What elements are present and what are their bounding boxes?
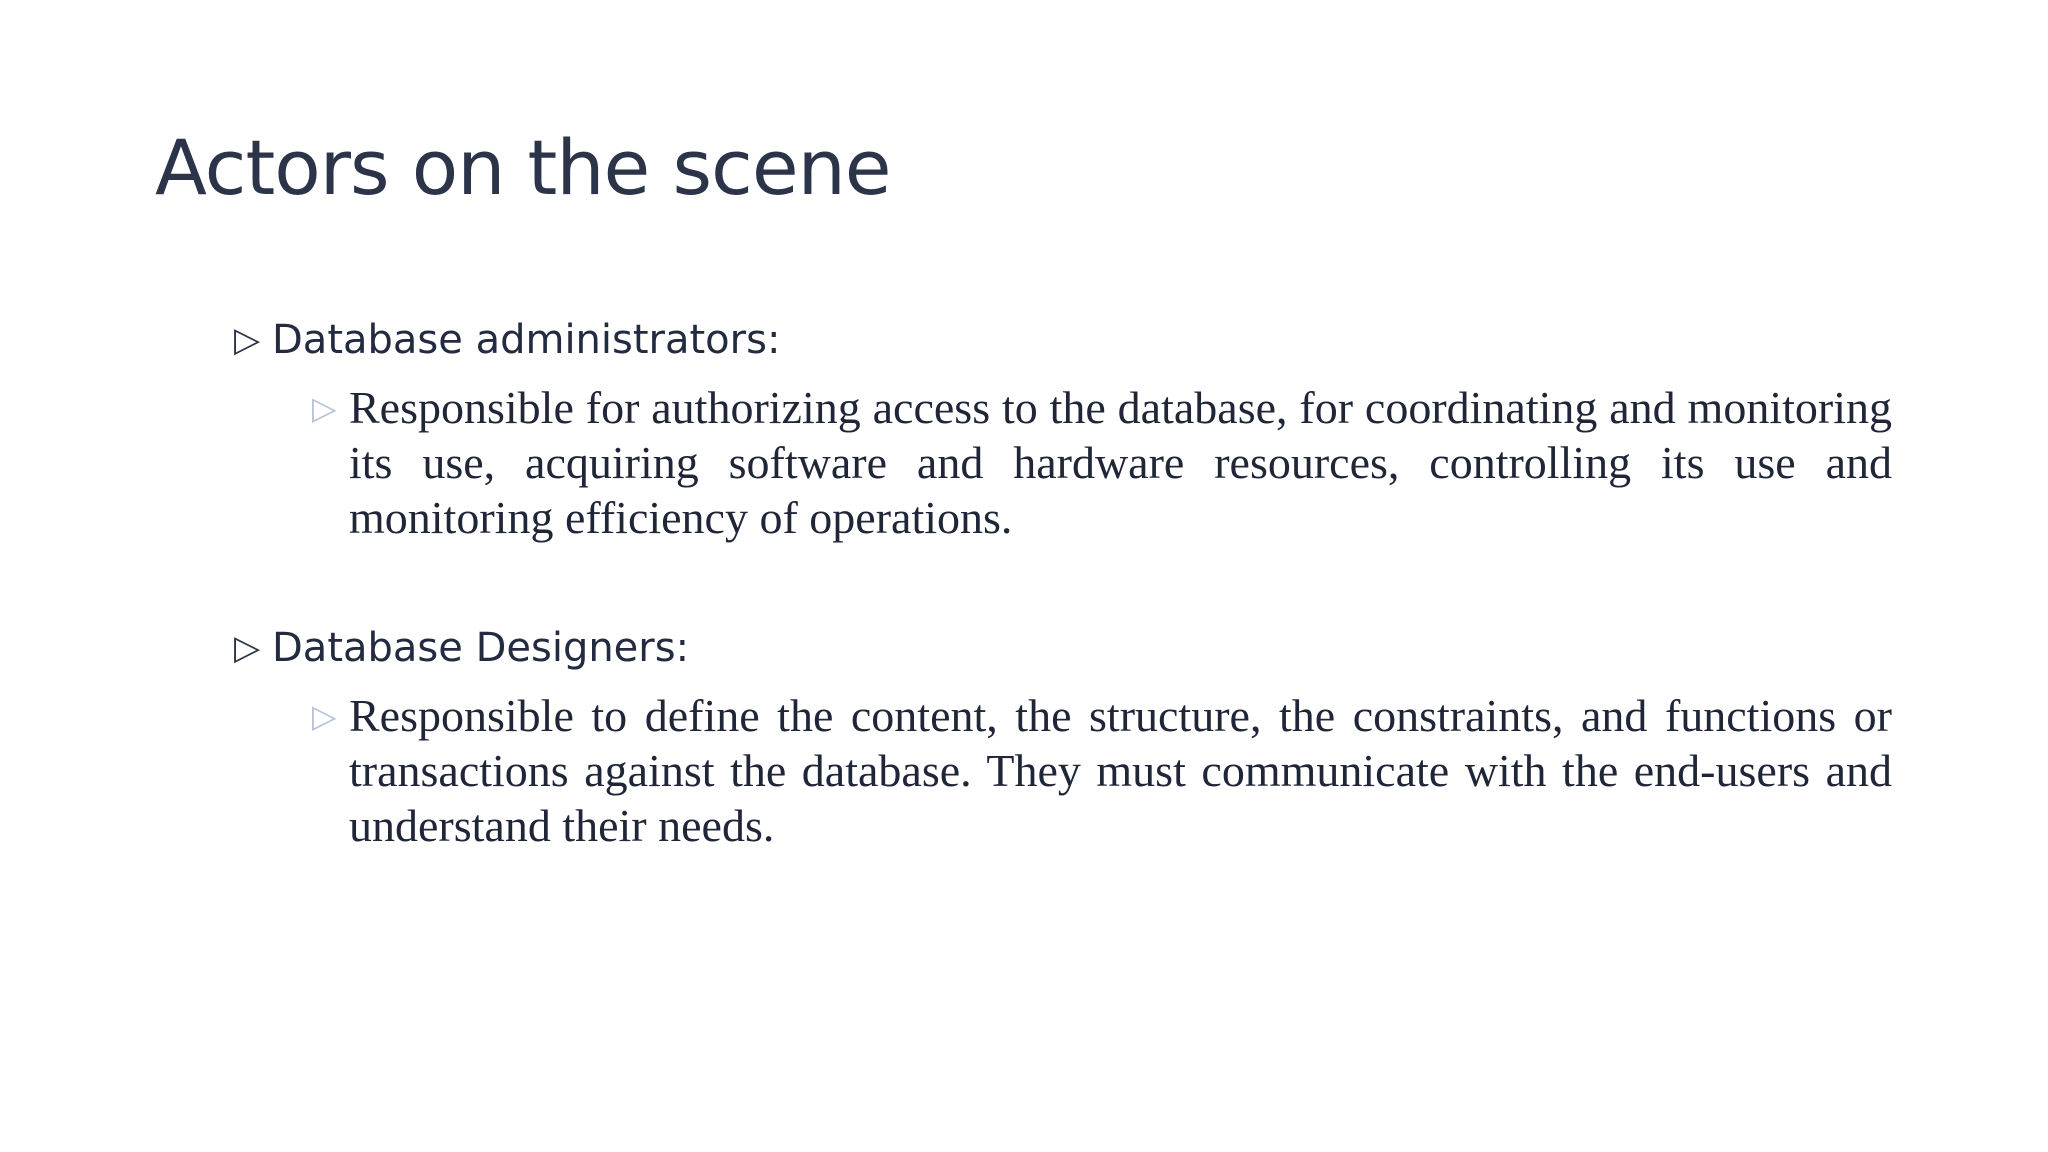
arrowhead-bullet-icon: ▷ [312, 697, 337, 735]
arrowhead-bullet-icon: ▷ [234, 628, 261, 668]
sub-bullet-text: Responsible to define the content, the structure, the constraints, and functions or transactions against the database. They must communicate with the end-users and understand their needs. [349, 690, 1892, 851]
arrowhead-bullet-icon: ▷ [234, 320, 261, 360]
sub-bullet-item [312, 380, 1892, 545]
bullet-item-database-administrators [234, 310, 780, 370]
bullet-item-database-designers [234, 618, 689, 678]
bullet-label: Database Designers: [272, 625, 690, 671]
slide-title: Actors on the scene [155, 123, 891, 212]
arrowhead-bullet-icon: ▷ [312, 389, 337, 427]
sub-bullet-item [312, 688, 1892, 853]
sub-bullet-text: Responsible for authorizing access to the database, for coordinating and monitoring its use, acquiring software and hardware resources, controlling its use and monitoring efficiency of operations. [349, 382, 1892, 543]
bullet-label: Database administrators: [272, 317, 781, 363]
